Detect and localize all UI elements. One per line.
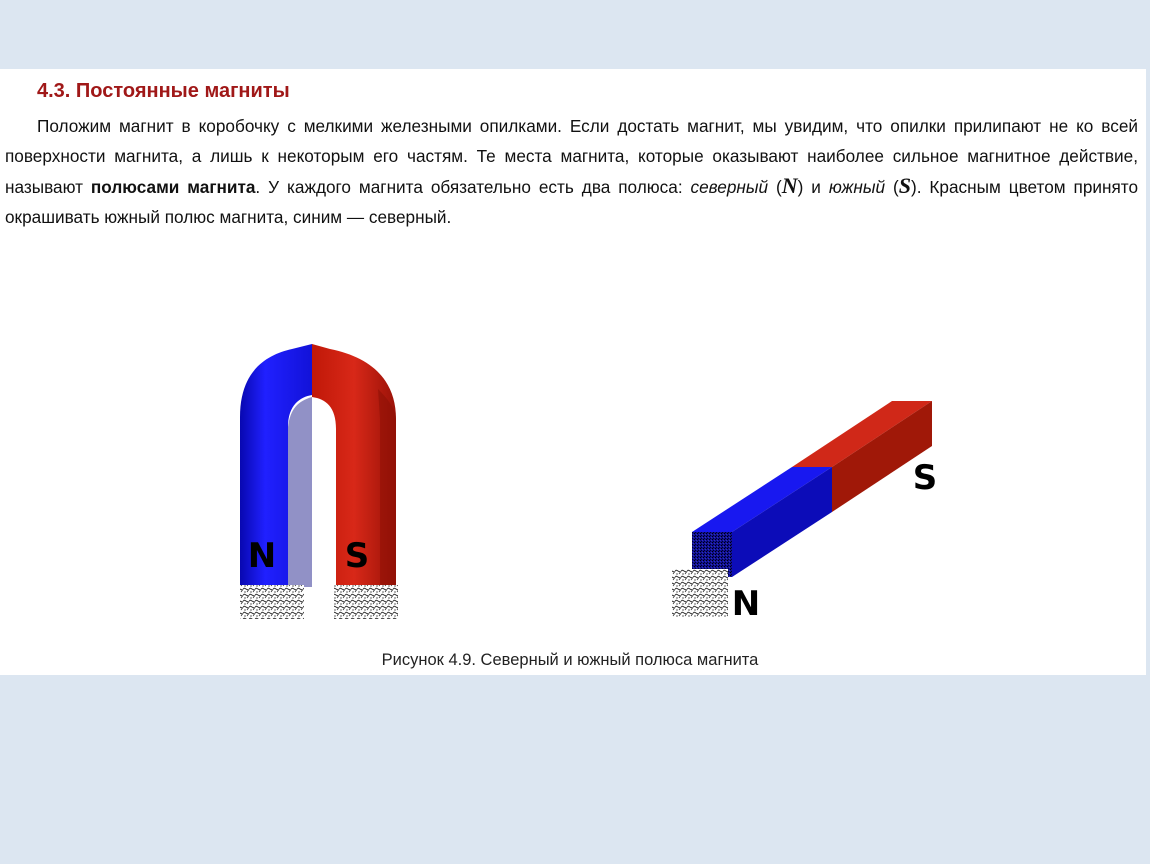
north-word: северный [690,177,769,197]
bar-magnet [672,401,937,624]
horseshoe-north-label: N [247,536,277,576]
bold-term: полюсами магнита [90,177,256,197]
paragraph-text-3: ). Красным цветом принято окрашивать южный полюс магнита, синим — северный. [5,177,1139,227]
bar-north-filings [672,569,728,617]
paren-close-and: ) и [797,177,829,197]
section-heading: 4.3. Постоянные магниты [37,80,290,102]
bar-south-label: S [912,458,938,498]
paren-open: ( [885,177,899,197]
figure-caption: Рисунок 4.9. Северный и южный полюса магнита [381,651,759,669]
horseshoe-magnet [240,344,398,619]
magnets-figure [220,269,980,624]
horseshoe-south-filings [334,585,398,619]
body-paragraph [5,111,1138,232]
horseshoe-north-filings [240,585,304,619]
south-letter: S [898,173,911,198]
horseshoe-north-inner-shade [288,397,312,587]
document-page [0,69,1146,675]
paragraph-text-2: . У каждого магнита обязательно есть два полюса: [255,177,691,197]
paragraph-text-1: Положим магнит в коробочку с мелкими железными опилками. Если достать магнит, мы увидим, что опилки прилипают не ко всей поверхности магнита, а лишь к некоторым его частям. Те места магнита, которые оказывают наиболее сильное магнитное действие, называют [5,116,1138,197]
paren-open: ( [768,177,782,197]
south-word: южный [828,177,886,197]
north-letter: N [781,173,798,198]
horseshoe-south-label: S [344,536,370,576]
horseshoe-south-side-shade [378,389,396,587]
bar-north-label: N [731,584,761,624]
